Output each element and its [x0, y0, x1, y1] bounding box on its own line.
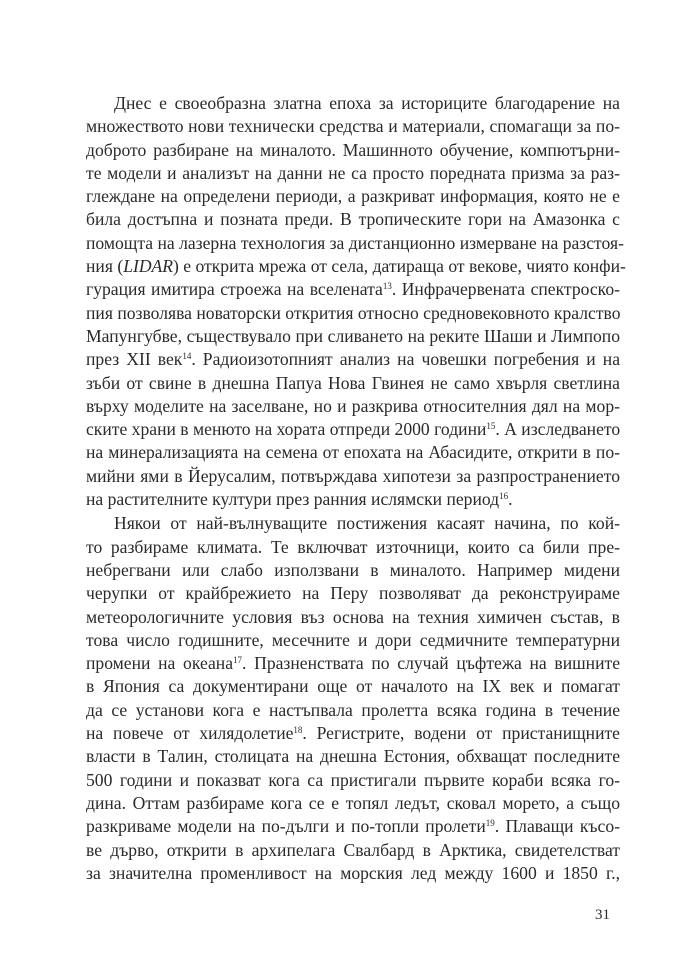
text-line: ве дърво, открити в архипелага Свалбард в Арктика, свидетелстват — [86, 839, 620, 860]
text-line: за значителна променливост на морския лед между 1600 и 1850 г., — [86, 862, 620, 883]
footnote-ref-17: 17 — [233, 655, 243, 666]
text-fragment: . Радиоизотопният анализ на човешки погребения и на — [191, 349, 620, 370]
text-line: небрегвани или слабо използвани в миналото. Например мидени — [86, 559, 620, 580]
text-line — [86, 815, 620, 838]
text-fragment: разкриваме модели на по-дълги и по-топли пролети — [86, 816, 486, 837]
footnote-ref-19: 19 — [485, 818, 495, 829]
lidar-term: LIDAR — [123, 256, 174, 277]
text-fragment: . Плаващи късо- — [494, 816, 620, 837]
text-line: метеорологичните условия въз основа на техния химичен състав, в — [86, 606, 620, 627]
text-fragment: ния ( — [86, 256, 124, 277]
text-line — [86, 418, 620, 441]
text-line: на минерализацията на семена от епохата на Абасидите, открити в по- — [86, 442, 620, 463]
text-fragment: ските храни в менюто на хората отпреди 2000 години — [86, 419, 487, 440]
text-fragment: . Празненствата по случай цъфтежа на вишните — [242, 653, 620, 674]
page-body — [86, 92, 626, 885]
text-fragment: гурация имитира строежа на вселената — [86, 279, 383, 300]
text-line: множеството нови технически средства и материали, спомагащи за по- — [86, 116, 620, 137]
text-line: мийни ями в Йерусалим, потвърждава хипотези за разпространението — [86, 465, 620, 486]
text-fragment: . А изследването — [495, 419, 621, 440]
text-line: то разбираме климата. Те включват източници, които са били пре- — [86, 536, 620, 557]
text-line — [86, 488, 620, 511]
text-line — [86, 278, 620, 301]
text-line: 500 години и показват кога са пристигали първите кораби всяка го- — [86, 769, 620, 790]
text-fragment: на растителните култури през ранния ислямски период — [86, 489, 500, 510]
text-line: глеждане на определени периоди, а разкриват информация, която не е — [86, 186, 620, 207]
text-line: в Япония са документирани още от началото на IX век и помагат — [86, 676, 620, 697]
footnote-ref-18: 18 — [293, 725, 303, 736]
footnote-ref-15: 15 — [486, 421, 496, 432]
text-fragment: промени на океана — [86, 653, 234, 674]
text-line: зъби от свине в днешна Папуа Нова Гвинея не само хвърля светлина — [86, 372, 620, 393]
text-line: те модели и анализът на данни не са просто поредната призма за раз- — [86, 162, 620, 183]
text-line: Мапунгубве, съществувало при сливането на реките Шаши и Лимпопо — [86, 325, 620, 346]
text-line: Днес е своеобразна златна епоха за историците благодарение на — [114, 93, 620, 113]
text-line: да се установи кога е настъпвала пролетта всяка година в течение — [86, 699, 620, 720]
text-line: това число годишните, месечните и дори седмичните температурни — [86, 629, 620, 650]
text-fragment: . Регистрите, водени от пристанищните — [302, 723, 620, 744]
text-line — [86, 652, 620, 675]
text-fragment: на повече от хилядолетие — [86, 723, 294, 744]
paragraph-2 — [86, 512, 620, 885]
text-fragment: . Инфрачервената спектроско- — [391, 279, 620, 300]
text-fragment: . — [508, 489, 513, 510]
text-line: пия позволява новаторски открития относно средновековното кралство — [86, 302, 621, 323]
text-line — [86, 255, 626, 278]
text-line: черупки от крайбрежието на Перу позволяват да реконструираме — [86, 583, 620, 604]
footnote-ref-13: 13 — [382, 281, 392, 292]
text-line: власти в Талин, столицата на днешна Естония, обхващат последните — [86, 746, 620, 767]
text-fragment: ) е открита мрежа от села, датираща от векове, чиято конфи- — [173, 256, 626, 277]
text-line — [86, 348, 620, 371]
text-line: Някои от най-вълнуващите постижения касаят начина, по кой- — [114, 513, 620, 534]
text-line — [86, 722, 620, 745]
footnote-ref-14: 14 — [182, 351, 192, 362]
footnote-ref-16: 16 — [499, 491, 509, 502]
text-line: помощта на лазерна технология за дистанционно измерване на разстоя- — [86, 232, 624, 253]
text-line: била достъпна и позната преди. В тропическите гори на Амазонка с — [86, 209, 620, 230]
text-line: доброто разбиране на миналото. Машинното обучение, компютърни- — [86, 139, 620, 160]
text-fragment: през XII век — [86, 349, 183, 370]
text-line: върху моделите на заселване, но и разкрива относителния дял на мор- — [86, 395, 620, 416]
text-line: дина. Оттам разбираме кога се е топял ледът, сковал морето, а също — [86, 792, 620, 813]
page-number: 31 — [595, 907, 610, 923]
paragraph-1 — [86, 92, 626, 511]
